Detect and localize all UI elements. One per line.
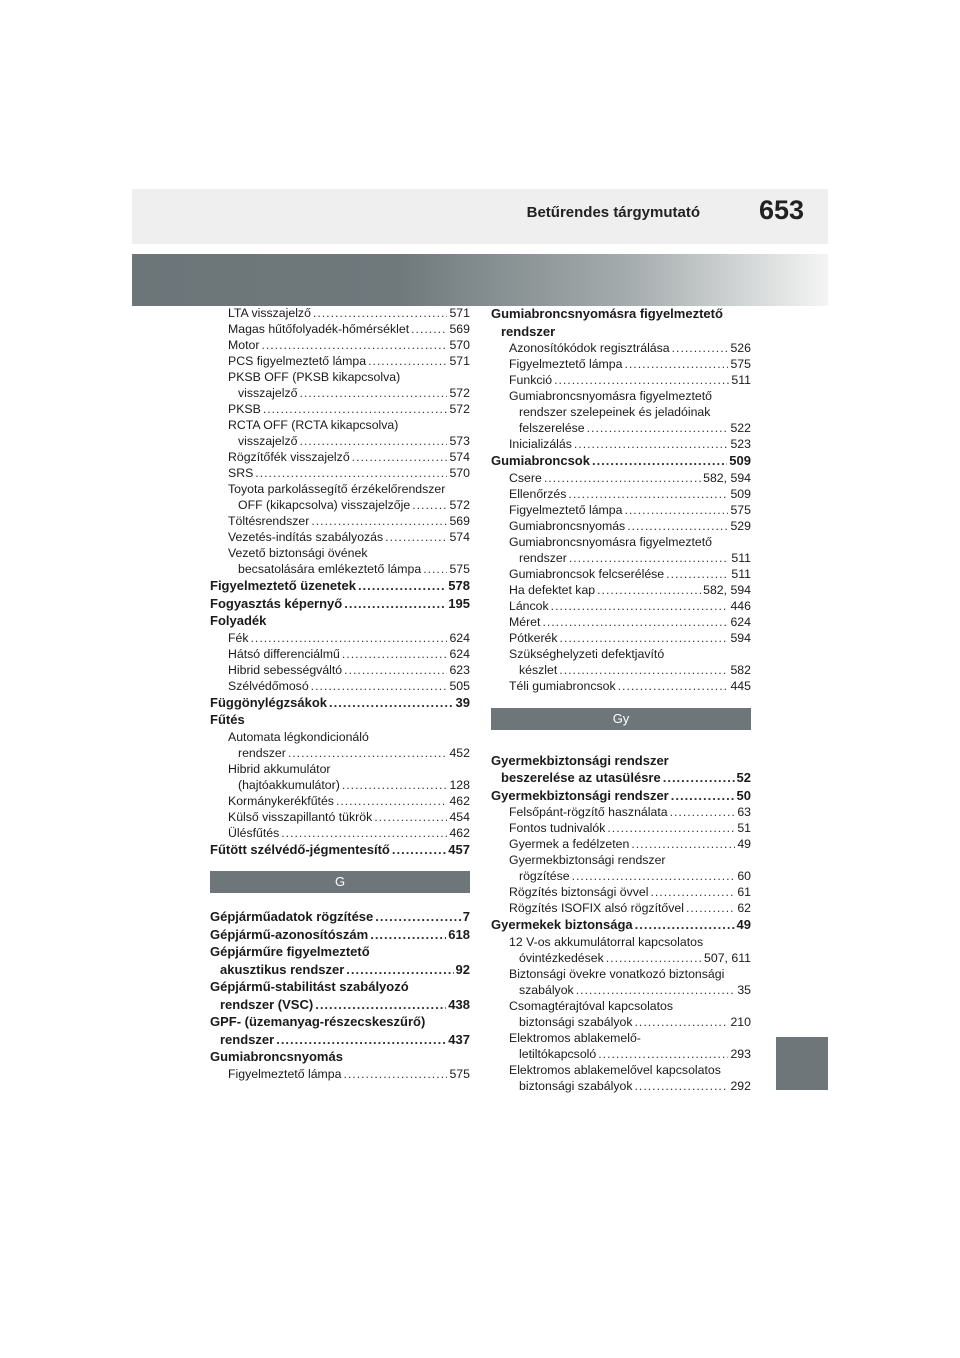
index-entry: Vezető biztonsági övének becsatolására emlékeztető lámpa ..... 575 (210, 545, 470, 577)
index-entry: Azonosítókódok regisztrálása ..... 526 (491, 340, 751, 356)
index-entry: Rögzítés biztonsági övvel ..... 61 (491, 884, 751, 900)
index-entry: Töltésrendszer ..... 569 (210, 513, 470, 529)
section-letter-g: G (210, 871, 470, 893)
index-entry: Figyelmeztető lámpa ..... 575 (210, 1066, 470, 1082)
index-entry: Fontos tudnivalók ..... 51 (491, 820, 751, 836)
index-entry: Rögzítőfék visszajelző ..... 574 (210, 449, 470, 465)
index-entry: PKSB OFF (PKSB kikapcsolva) visszajelző ..... 572 (210, 369, 470, 401)
index-entry: Figyelmeztető lámpa ..... 575 (491, 502, 751, 518)
index-entry: Csomagtérajtóval kapcsolatos biztonsági szabályok ..... 210 (491, 998, 751, 1030)
header-band (132, 189, 828, 244)
decorative-gradient-bar (132, 254, 828, 306)
index-heading: Gépjármű-stabilitást szabályozó rendszer (VSC) ..... 438 (210, 978, 470, 1013)
index-entry: Gyermekbiztonsági rendszer rögzítése ..... 60 (491, 852, 751, 884)
index-entry: Külső visszapillantó tükrök ..... 454 (210, 809, 470, 825)
index-entry: Ha defektet kap ..... 582, 594 (491, 582, 751, 598)
index-entry: 12 V-os akkumulátorral kapcsolatos óvintézkedések ..... 507, 611 (491, 934, 751, 966)
index-heading: Gépjármű-azonosítószám ..... 618 (210, 926, 470, 944)
index-entry: Motor ..... 570 (210, 337, 470, 353)
index-entry: Gyermek a fedélzeten ..... 49 (491, 836, 751, 852)
page-header-title: Betűrendes tárgymutató (526, 204, 700, 221)
index-entry: Biztonsági övekre vonatkozó biztonsági szabályok ..... 35 (491, 966, 751, 998)
index-entry: Ülésfűtés ..... 462 (210, 825, 470, 841)
index-entry: Automata légkondicionáló rendszer ..... 452 (210, 729, 470, 761)
index-heading: Gyermekek biztonsága ..... 49 (491, 916, 751, 934)
index-heading: Gumiabroncsnyomásra figyelmeztető rendszer (491, 306, 723, 339)
index-heading: Gumiabroncsnyomás (210, 1049, 343, 1064)
index-entry: Inicializálás ..... 523 (491, 436, 751, 452)
index-heading: Gépjárműre figyelmeztető akusztikus rendszer ..... 92 (210, 943, 470, 978)
index-entry: SRS ..... 570 (210, 465, 470, 481)
index-entry: Hibrid sebességváltó ..... 623 (210, 662, 470, 678)
index-heading: Függönylégzsákok ..... 39 (210, 694, 470, 712)
index-entry: Felsőpánt-rögzítő használata ..... 63 (491, 804, 751, 820)
index-entry: Szélvédőmosó ..... 505 (210, 678, 470, 694)
index-entry: Rögzítés ISOFIX alsó rögzítővel ..... 62 (491, 900, 751, 916)
index-heading: Gyermekbiztonsági rendszer ..... 50 (491, 787, 751, 805)
index-entry: Elektromos ablakemelővel kapcsolatos biztonsági szabályok ..... 292 (491, 1062, 751, 1094)
index-entry: Ellenőrzés ..... 509 (491, 486, 751, 502)
index-heading: Figyelmeztető üzenetek ..... 578 (210, 577, 470, 595)
index-entry: Méret ..... 624 (491, 614, 751, 630)
index-entry: Kormánykerékfűtés ..... 462 (210, 793, 470, 809)
index-column-left (210, 305, 470, 1082)
index-entry: PCS figyelmeztető lámpa ..... 571 (210, 353, 470, 369)
index-entry: Gumiabroncsok felcserélése ..... 511 (491, 566, 751, 582)
page-number: 653 (758, 195, 804, 225)
side-index-tab (776, 1037, 828, 1090)
index-entry: Fék ..... 624 (210, 630, 470, 646)
index-entry: Gumiabroncsnyomás ..... 529 (491, 518, 751, 534)
index-entry: Gumiabroncsnyomásra figyelmeztető rendszer ..... 511 (491, 534, 751, 566)
index-entry: Elektromos ablakemelő- letiltókapcsoló ..... 293 (491, 1030, 751, 1062)
index-entry: Toyota parkolássegítő érzékelőrendszer OFF (kikapcsolva) visszajelzője ..... 572 (210, 481, 470, 513)
index-entry: Szükséghelyzeti defektjavító készlet ..... 582 (491, 646, 751, 678)
index-entry: Téli gumiabroncsok ..... 445 (491, 678, 751, 694)
index-heading: Fogyasztás képernyő ..... 195 (210, 595, 470, 613)
index-entry: Magas hűtőfolyadék-hőmérséklet ..... 569 (210, 321, 470, 337)
index-entry: Hátsó differenciálmű ..... 624 (210, 646, 470, 662)
index-entry: Vezetés-indítás szabályozás ..... 574 (210, 529, 470, 545)
index-heading: Folyadék (210, 613, 267, 628)
index-entry: Figyelmeztető lámpa ..... 575 (491, 356, 751, 372)
index-heading: Gyermekbiztonsági rendszer beszerelése az utasülésre ..... 52 (491, 752, 751, 787)
index-heading: Gépjárműadatok rögzítése ..... 7 (210, 908, 470, 926)
index-heading: Fűtött szélvédő-jégmentesítő ..... 457 (210, 841, 470, 859)
index-column-right (491, 305, 751, 1094)
index-entry: PKSB ..... 572 (210, 401, 470, 417)
index-entry: RCTA OFF (RCTA kikapcsolva) visszajelző ..... 573 (210, 417, 470, 449)
index-entry: LTA visszajelző ..... 571 (210, 305, 470, 321)
section-letter-gy: Gy (491, 708, 751, 730)
index-heading: Fűtés (210, 712, 245, 727)
index-entry: Pótkerék ..... 594 (491, 630, 751, 646)
index-entry: Gumiabroncsnyomásra figyelmeztető rendszer szelepeinek és jeladóinak felszerelése ..... 522 (491, 388, 751, 436)
index-heading: GPF- (üzemanyag-részecskeszűrő) rendszer ..... 437 (210, 1013, 470, 1048)
index-entry: Láncok ..... 446 (491, 598, 751, 614)
index-entry: Csere ..... 582, 594 (491, 470, 751, 486)
index-entry: Hibrid akkumulátor (hajtóakkumulátor) ..... 128 (210, 761, 470, 793)
index-entry: Funkció ..... 511 (491, 372, 751, 388)
index-heading: Gumiabroncsok ..... 509 (491, 452, 751, 470)
